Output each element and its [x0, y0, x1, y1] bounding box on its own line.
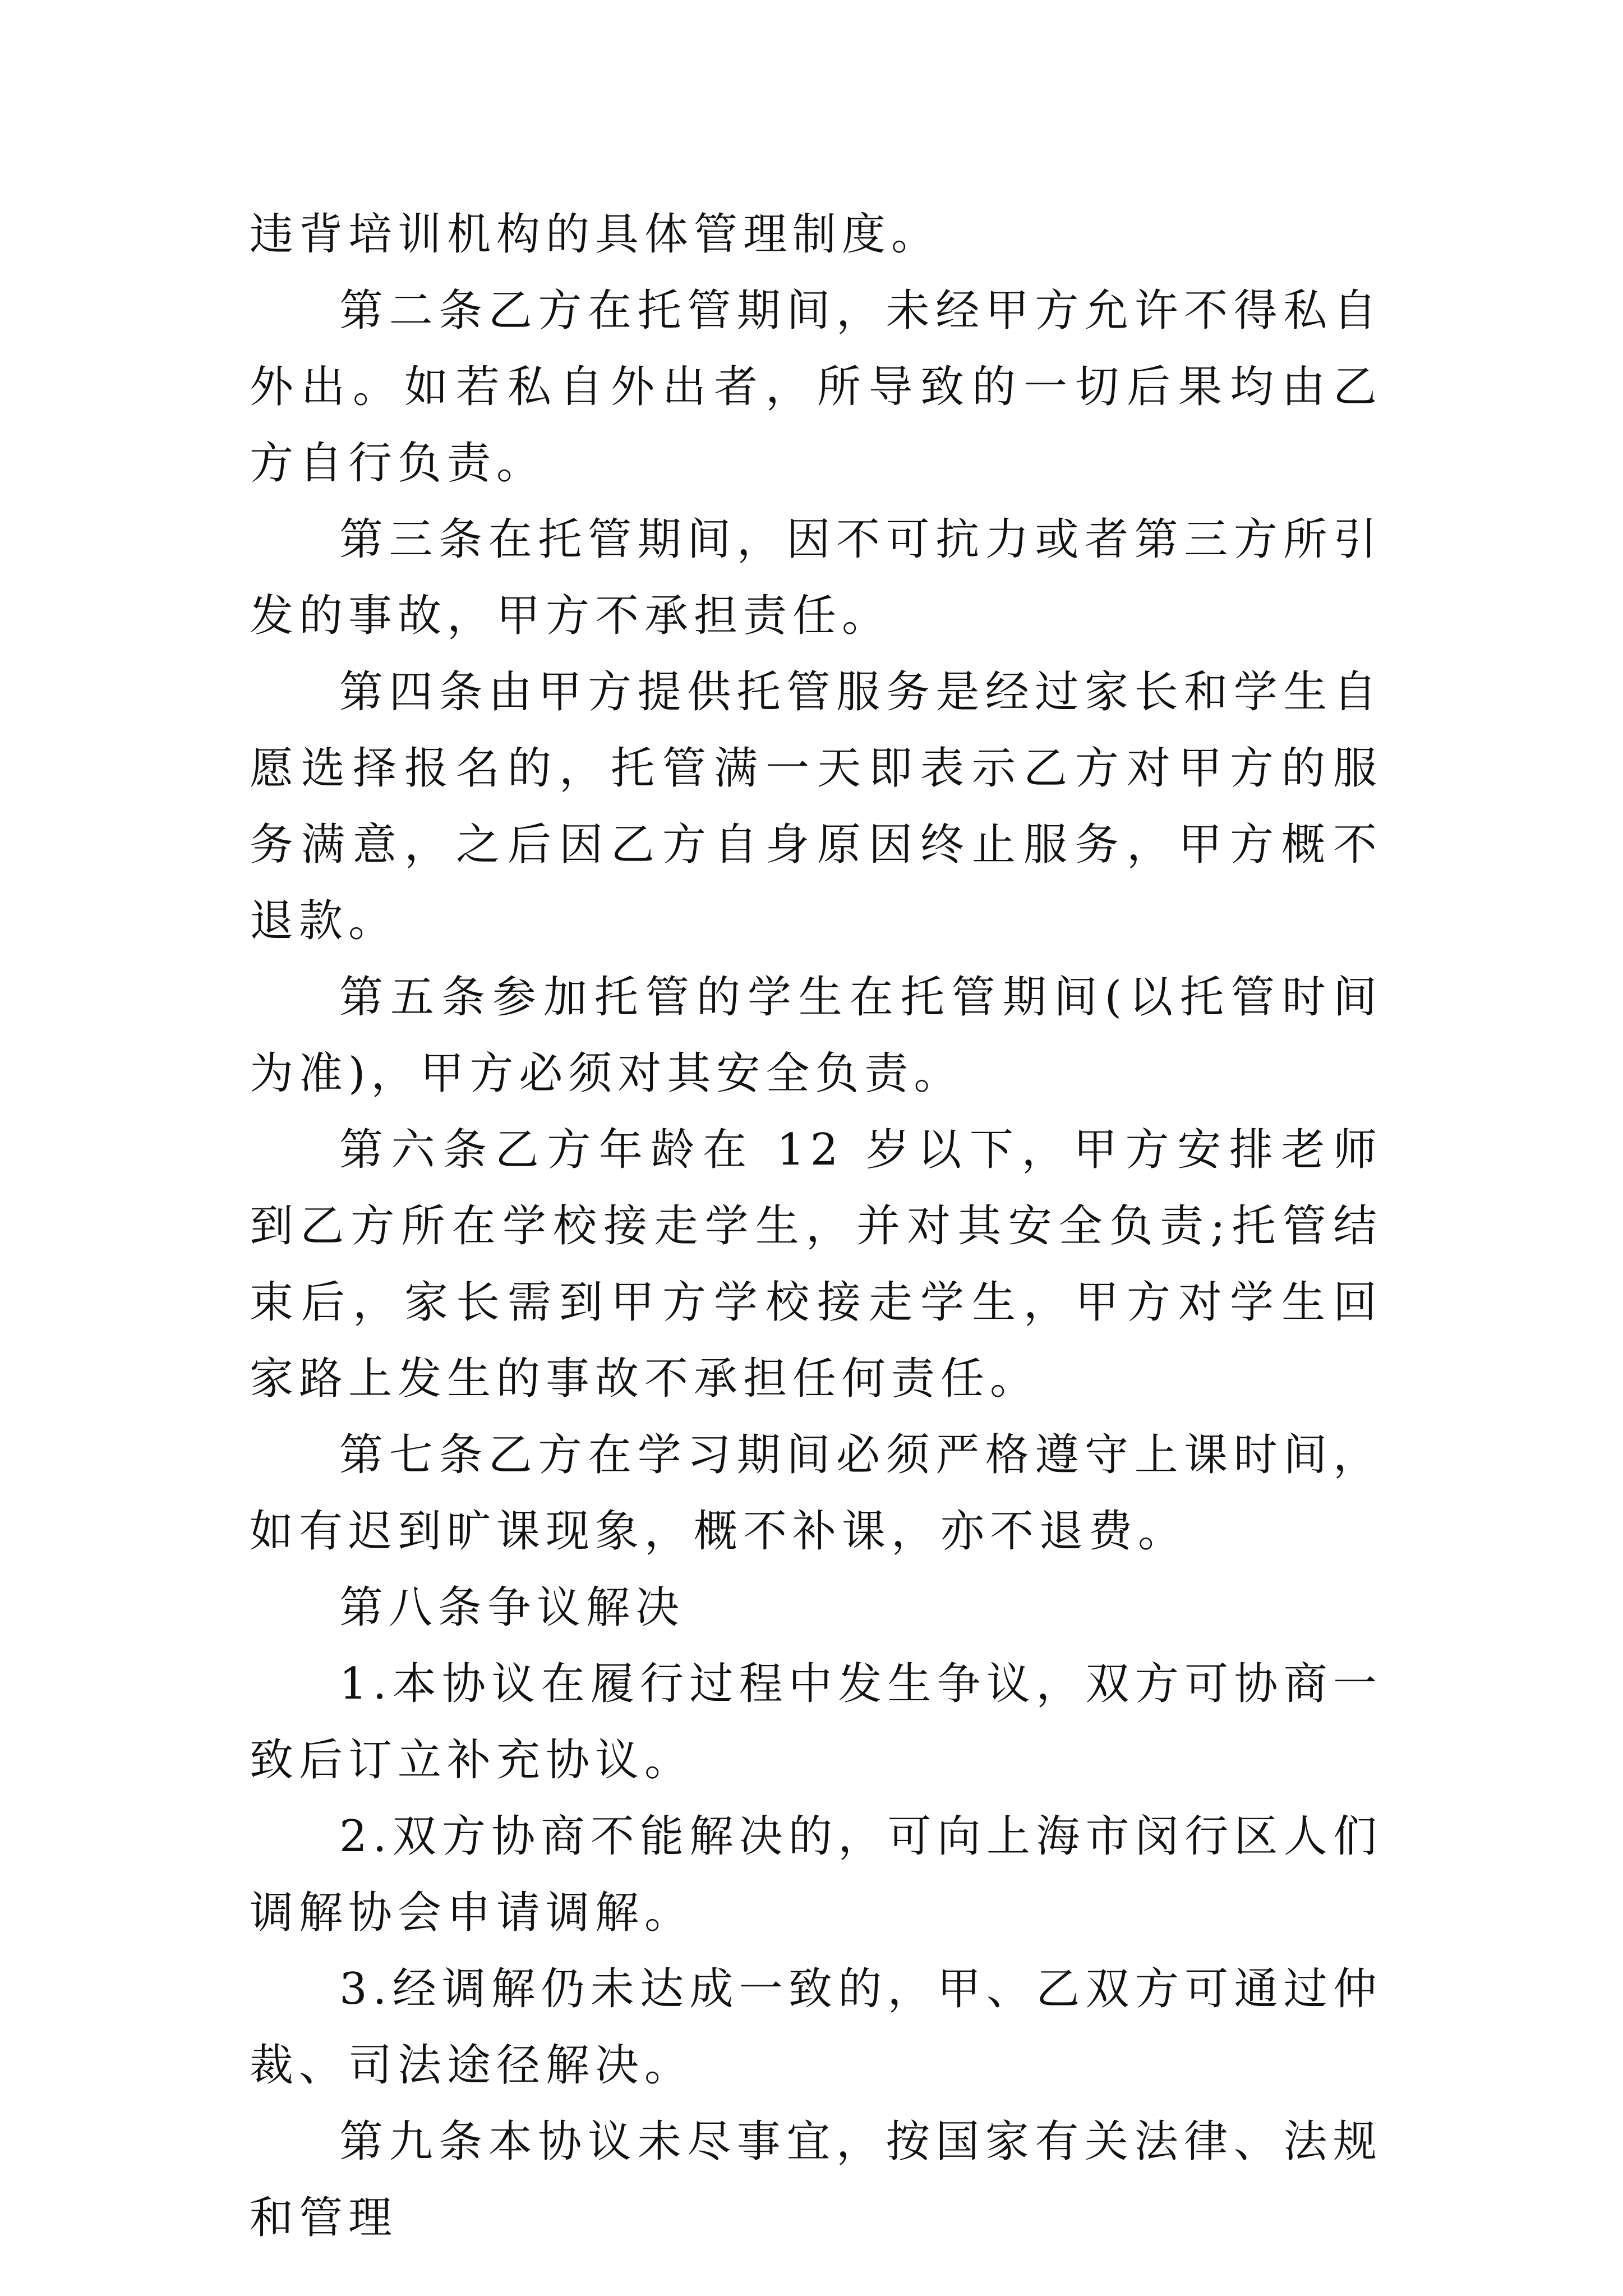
paragraph-article-5: 第五条参加托管的学生在托管期间(以托管时间为准)，甲方必须对其安全负责。 [250, 972, 1382, 1099]
paragraph-article-9: 第九条本协议未尽事宜，按国家有关法律、法规和管理 [250, 2116, 1382, 2243]
paragraph-article-8-item-3: 3.经调解仍未达成一致的，甲、乙双方可通过仲裁、司法途径解决。 [250, 1964, 1382, 2091]
paragraph-continuation: 违背培训机构的具体管理制度。 [250, 209, 941, 260]
paragraph-article-8-item-1: 1.本协议在履行过程中发生争议，双方可协商一致后订立补充协议。 [250, 1659, 1382, 1786]
paragraph-article-4: 第四条由甲方提供托管服务是经过家长和学生自愿选择报名的，托管满一天即表示乙方对甲方的服务满意，之后因乙方自身原因终止服务，甲方概不退款。 [250, 667, 1382, 946]
document-body [250, 196, 1382, 2256]
paragraph-article-6: 第六条乙方年龄在 12 岁以下，甲方安排老师到乙方所在学校接走学生，并对其安全负责;托管结束后，家长需到甲方学校接走学生，甲方对学生回家路上发生的事故不承担任何责任。 [250, 1125, 1382, 1404]
paragraph-article-8-heading: 第八条争议解决 [339, 1582, 685, 1633]
paragraph-article-2: 第二条乙方在托管期间，未经甲方允许不得私自外出。如若私自外出者，所导致的一切后果均由乙方自行负责。 [250, 286, 1382, 489]
paragraph-article-7: 第七条乙方在学习期间必须严格遵守上课时间，如有迟到旷课现象，概不补课，亦不退费。 [250, 1430, 1382, 1557]
paragraph-article-8-item-2: 2.双方协商不能解决的，可向上海市闵行区人们调解协会申请调解。 [250, 1811, 1382, 1938]
paragraph-article-3: 第三条在托管期间，因不可抗力或者第三方所引发的事故，甲方不承担责任。 [250, 514, 1382, 641]
